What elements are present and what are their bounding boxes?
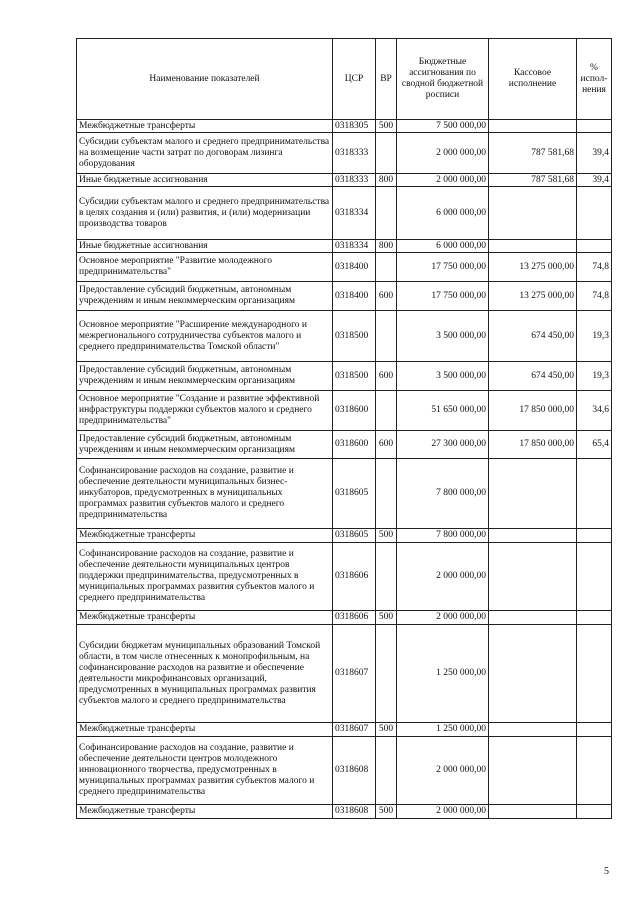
row-name: Субсидии субъектам малого и среднего предпринимательства в целях создания и (или) развития, и (или) модернизации производства товаров [77, 187, 333, 240]
row-vr [376, 737, 397, 805]
row-percent [577, 120, 612, 133]
row-csr: 0318600 [333, 391, 376, 431]
row-allocation: 3 500 000,00 [397, 311, 489, 362]
row-percent: 39,4 [577, 174, 612, 187]
row-percent [577, 459, 612, 529]
row-percent: 74,8 [577, 253, 612, 282]
row-execution [489, 543, 577, 611]
row-percent [577, 543, 612, 611]
table-row [77, 362, 612, 391]
row-name: Межбюджетные трансферты [77, 805, 333, 819]
row-execution [489, 805, 577, 819]
row-percent [577, 805, 612, 819]
table-row [77, 174, 612, 187]
row-percent [577, 625, 612, 723]
row-csr: 0318606 [333, 611, 376, 625]
row-percent: 34,6 [577, 391, 612, 431]
table-row [77, 240, 612, 253]
row-execution: 13 275 000,00 [489, 253, 577, 282]
row-execution: 674 450,00 [489, 311, 577, 362]
table-row [77, 543, 612, 611]
row-name: Софинансирование расходов на создание, развитие и обеспечение деятельности центров молодежного инновационного творчества, предусмотренных в муниципальных программах развития субъектов малого и среднего предпринимательства [77, 737, 333, 805]
row-vr [376, 311, 397, 362]
table-body [77, 120, 612, 819]
row-csr: 0318600 [333, 431, 376, 459]
row-execution [489, 611, 577, 625]
table-row [77, 459, 612, 529]
row-percent: 19,3 [577, 311, 612, 362]
row-csr: 0318607 [333, 625, 376, 723]
row-vr [376, 625, 397, 723]
row-csr: 0318500 [333, 362, 376, 391]
row-allocation: 1 250 000,00 [397, 625, 489, 723]
row-execution [489, 459, 577, 529]
row-name: Основное мероприятие "Создание и развитие эффективной инфраструктуры поддержки субъектов малого и среднего предпринимательства" [77, 391, 333, 431]
row-execution [489, 120, 577, 133]
row-allocation: 2 000 000,00 [397, 174, 489, 187]
row-execution [489, 529, 577, 543]
row-csr: 0318333 [333, 174, 376, 187]
table-row [77, 120, 612, 133]
row-allocation: 2 000 000,00 [397, 611, 489, 625]
row-execution [489, 723, 577, 737]
row-percent: 74,8 [577, 282, 612, 311]
row-vr [376, 253, 397, 282]
row-percent [577, 187, 612, 240]
row-execution: 787 581,68 [489, 133, 577, 174]
row-csr: 0318500 [333, 311, 376, 362]
row-allocation: 2 000 000,00 [397, 737, 489, 805]
row-csr: 0318605 [333, 529, 376, 543]
table-row [77, 625, 612, 723]
table-row [77, 737, 612, 805]
row-csr: 0318333 [333, 133, 376, 174]
row-csr: 0318334 [333, 240, 376, 253]
row-vr [376, 459, 397, 529]
row-vr: 500 [376, 529, 397, 543]
row-vr: 800 [376, 240, 397, 253]
row-percent [577, 723, 612, 737]
row-name: Предоставление субсидий бюджетным, автономным учреждениям и иным некоммерческим организациям [77, 431, 333, 459]
row-percent [577, 737, 612, 805]
row-csr: 0318400 [333, 282, 376, 311]
row-vr: 600 [376, 431, 397, 459]
row-allocation: 27 300 000,00 [397, 431, 489, 459]
row-csr: 0318608 [333, 805, 376, 819]
row-execution: 787 581,68 [489, 174, 577, 187]
table-row [77, 391, 612, 431]
row-allocation: 1 250 000,00 [397, 723, 489, 737]
table-row [77, 187, 612, 240]
row-allocation: 7 800 000,00 [397, 529, 489, 543]
row-csr: 0318606 [333, 543, 376, 611]
table-row [77, 253, 612, 282]
row-name: Субсидии бюджетам муниципальных образований Томской области, в том числе отнесенных к монопрофильным, на софинансирование расходов на развитие и обеспечение деятельности микрофинансовых организаций, предусмотренных в муниципальных программах развития субъектов малого и среднего предпринимательства [77, 625, 333, 723]
header-execution: Кассовое исполнение [489, 39, 577, 120]
row-csr: 0318608 [333, 737, 376, 805]
row-execution: 674 450,00 [489, 362, 577, 391]
row-execution [489, 187, 577, 240]
page-number: 5 [604, 866, 609, 877]
row-percent [577, 529, 612, 543]
table-row [77, 529, 612, 543]
row-name: Софинансирование расходов на создание, развитие и обеспечение деятельности муниципальных центров поддержки предпринимательства, предусмотренных в муниципальных программах развития субъектов малого и среднего предпринимательства [77, 543, 333, 611]
row-percent [577, 611, 612, 625]
budget-table [76, 38, 612, 819]
row-vr: 500 [376, 805, 397, 819]
row-allocation: 6 000 000,00 [397, 187, 489, 240]
row-csr: 0318305 [333, 120, 376, 133]
row-csr: 0318607 [333, 723, 376, 737]
row-vr: 800 [376, 174, 397, 187]
table-row [77, 282, 612, 311]
row-name: Основное мероприятие "Расширение международного и межрегионального сотрудничества субъектов малого и среднего предпринимательства Томской области" [77, 311, 333, 362]
table-row [77, 611, 612, 625]
row-allocation: 17 750 000,00 [397, 282, 489, 311]
row-allocation: 3 500 000,00 [397, 362, 489, 391]
table-row [77, 311, 612, 362]
header-percent: % испол-нения [577, 39, 612, 120]
row-allocation: 2 000 000,00 [397, 133, 489, 174]
row-execution [489, 240, 577, 253]
row-vr [376, 543, 397, 611]
row-percent: 65,4 [577, 431, 612, 459]
header-vr: ВР [376, 39, 397, 120]
row-csr: 0318605 [333, 459, 376, 529]
row-name: Межбюджетные трансферты [77, 529, 333, 543]
table-header-row [77, 39, 612, 120]
row-execution: 17 850 000,00 [489, 391, 577, 431]
row-vr [376, 391, 397, 431]
row-csr: 0318400 [333, 253, 376, 282]
row-name: Субсидии субъектам малого и среднего предпринимательства на возмещение части затрат по договорам лизинга оборудования [77, 133, 333, 174]
row-allocation: 7 500 000,00 [397, 120, 489, 133]
row-vr: 600 [376, 282, 397, 311]
row-csr: 0318334 [333, 187, 376, 240]
row-vr [376, 133, 397, 174]
table-row [77, 133, 612, 174]
row-name: Межбюджетные трансферты [77, 723, 333, 737]
header-name: Наименование показателей [77, 39, 333, 120]
row-vr: 600 [376, 362, 397, 391]
row-execution [489, 737, 577, 805]
table-row [77, 431, 612, 459]
row-execution: 17 850 000,00 [489, 431, 577, 459]
header-allocation: Бюджетные ассигнования по сводной бюджетной росписи [397, 39, 489, 120]
row-percent [577, 240, 612, 253]
row-name: Предоставление субсидий бюджетным, автономным учреждениям и иным некоммерческим организациям [77, 282, 333, 311]
row-allocation: 2 000 000,00 [397, 543, 489, 611]
row-vr: 500 [376, 611, 397, 625]
row-name: Иные бюджетные ассигнования [77, 174, 333, 187]
header-csr: ЦСР [333, 39, 376, 120]
row-execution: 13 275 000,00 [489, 282, 577, 311]
table-row [77, 805, 612, 819]
row-allocation: 17 750 000,00 [397, 253, 489, 282]
row-allocation: 6 000 000,00 [397, 240, 489, 253]
row-vr: 500 [376, 120, 397, 133]
row-name: Межбюджетные трансферты [77, 120, 333, 133]
row-name: Софинансирование расходов на создание, развитие и обеспечение деятельности муниципальных бизнес-инкубаторов, предусмотренных в муниципальных программах развития субъектов малого и среднего предпринимательства [77, 459, 333, 529]
row-name: Иные бюджетные ассигнования [77, 240, 333, 253]
row-vr [376, 187, 397, 240]
row-allocation: 7 800 000,00 [397, 459, 489, 529]
row-percent: 19,3 [577, 362, 612, 391]
row-percent: 39,4 [577, 133, 612, 174]
row-name: Межбюджетные трансферты [77, 611, 333, 625]
table-row [77, 723, 612, 737]
row-allocation: 51 650 000,00 [397, 391, 489, 431]
row-vr: 500 [376, 723, 397, 737]
row-name: Предоставление субсидий бюджетным, автономным учреждениям и иным некоммерческим организациям [77, 362, 333, 391]
row-allocation: 2 000 000,00 [397, 805, 489, 819]
row-execution [489, 625, 577, 723]
row-name: Основное мероприятие "Развитие молодежного предпринимательства" [77, 253, 333, 282]
